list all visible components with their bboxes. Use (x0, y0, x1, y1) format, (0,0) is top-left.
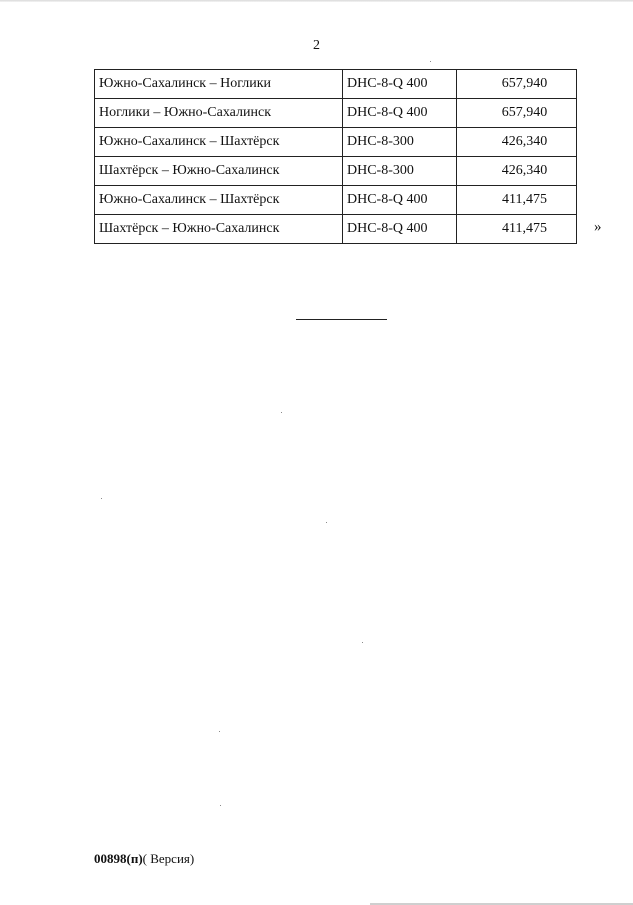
scan-speck (219, 731, 220, 732)
document-code: 00898(п) (94, 851, 143, 866)
table-row (95, 157, 577, 186)
document-version: ( Версия) (142, 851, 195, 866)
scan-speck (101, 498, 102, 499)
document-footer-code (94, 851, 194, 867)
aircraft-cell: DHC-8-Q 400 (343, 99, 457, 128)
table-row (95, 99, 577, 128)
value-cell: 426,340 (457, 128, 577, 157)
closing-quote-mark: » (594, 219, 602, 235)
value-cell: 657,940 (457, 70, 577, 99)
value-cell: 411,475 (457, 215, 577, 244)
scan-speck (362, 642, 363, 643)
aircraft-cell: DHC-8-300 (343, 157, 457, 186)
routes-table (94, 69, 577, 244)
route-cell: Южно-Сахалинск – Ноглики (95, 70, 343, 99)
route-cell: Шахтёрск – Южно-Сахалинск (95, 157, 343, 186)
scan-speck (220, 805, 221, 806)
value-cell: 426,340 (457, 157, 577, 186)
table-row (95, 215, 577, 244)
value-cell: 657,940 (457, 99, 577, 128)
end-of-document-rule (296, 319, 387, 320)
aircraft-cell: DHC-8-Q 400 (343, 70, 457, 99)
aircraft-cell: DHC-8-Q 400 (343, 215, 457, 244)
route-cell: Шахтёрск – Южно-Сахалинск (95, 215, 343, 244)
table-row (95, 186, 577, 215)
aircraft-cell: DHC-8-300 (343, 128, 457, 157)
table-row (95, 70, 577, 99)
route-cell: Южно-Сахалинск – Шахтёрск (95, 186, 343, 215)
scan-speck (281, 412, 282, 413)
scan-edge-top (0, 0, 633, 2)
table-row (95, 128, 577, 157)
aircraft-cell: DHC-8-Q 400 (343, 186, 457, 215)
route-cell: Южно-Сахалинск – Шахтёрск (95, 128, 343, 157)
value-cell: 411,475 (457, 186, 577, 215)
page-number: 2 (313, 38, 320, 53)
scan-speck (326, 522, 327, 523)
route-cell: Ноглики – Южно-Сахалинск (95, 99, 343, 128)
scan-speck (430, 61, 431, 62)
